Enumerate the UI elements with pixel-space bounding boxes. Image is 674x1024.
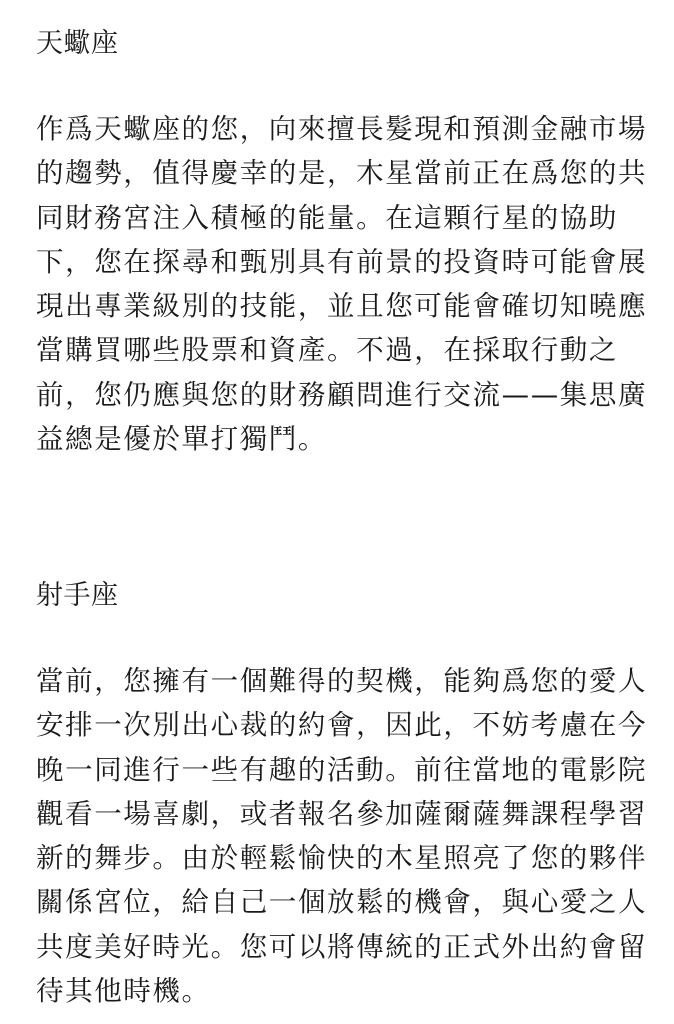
text-line: 安排一次別出心裁的約會，因此，不妨考慮在今 xyxy=(36,709,648,742)
text-line: 晚一同進行一些有趣的活動。前往當地的電影院 xyxy=(36,753,648,786)
text-line: 共度美好時光。您可以將傳統的正式外出約會留 xyxy=(36,930,648,963)
horoscope-section-scorpio xyxy=(36,22,646,461)
text-line: 現出專業級別的技能，並且您可能會確切知曉應 xyxy=(36,290,648,323)
text-line: 待其他時機。 xyxy=(36,975,211,1008)
text-line: 作爲天蠍座的您，向來擅長髮現和預測金融市場 xyxy=(36,113,648,145)
text-line: 的趨勢，值得慶幸的是，木星當前正在爲您的共 xyxy=(36,157,648,190)
horoscope-section-sagittarius xyxy=(36,574,646,1013)
text-line: 前，您仍應與您的財務顧問進行交流——集思廣 xyxy=(36,378,648,411)
text-line: 益總是優於單打獨鬥。 xyxy=(36,423,327,456)
text-line: 觀看一場喜劇，或者報名參加薩爾薩舞課程學習 xyxy=(36,797,648,830)
text-line: 同財務宮注入積極的能量。在這顆行星的協助 xyxy=(36,201,618,234)
text-line: 當購買哪些股票和資產。不過，在採取行動之 xyxy=(36,334,618,367)
section-body xyxy=(36,659,646,1013)
section-body xyxy=(36,107,646,461)
text-line: 當前，您擁有一個難得的契機，能夠爲您的愛人 xyxy=(36,665,648,697)
section-heading: 射手座 xyxy=(36,580,119,611)
text-line: 關係宮位，給自己一個放鬆的機會，與心愛之人 xyxy=(36,886,648,919)
text-line: 下，您在探尋和甄別具有前景的投資時可能會展 xyxy=(36,245,648,278)
text-line: 新的舞步。由於輕鬆愉快的木星照亮了您的夥伴 xyxy=(36,842,648,875)
section-heading: 天蠍座 xyxy=(36,28,119,59)
